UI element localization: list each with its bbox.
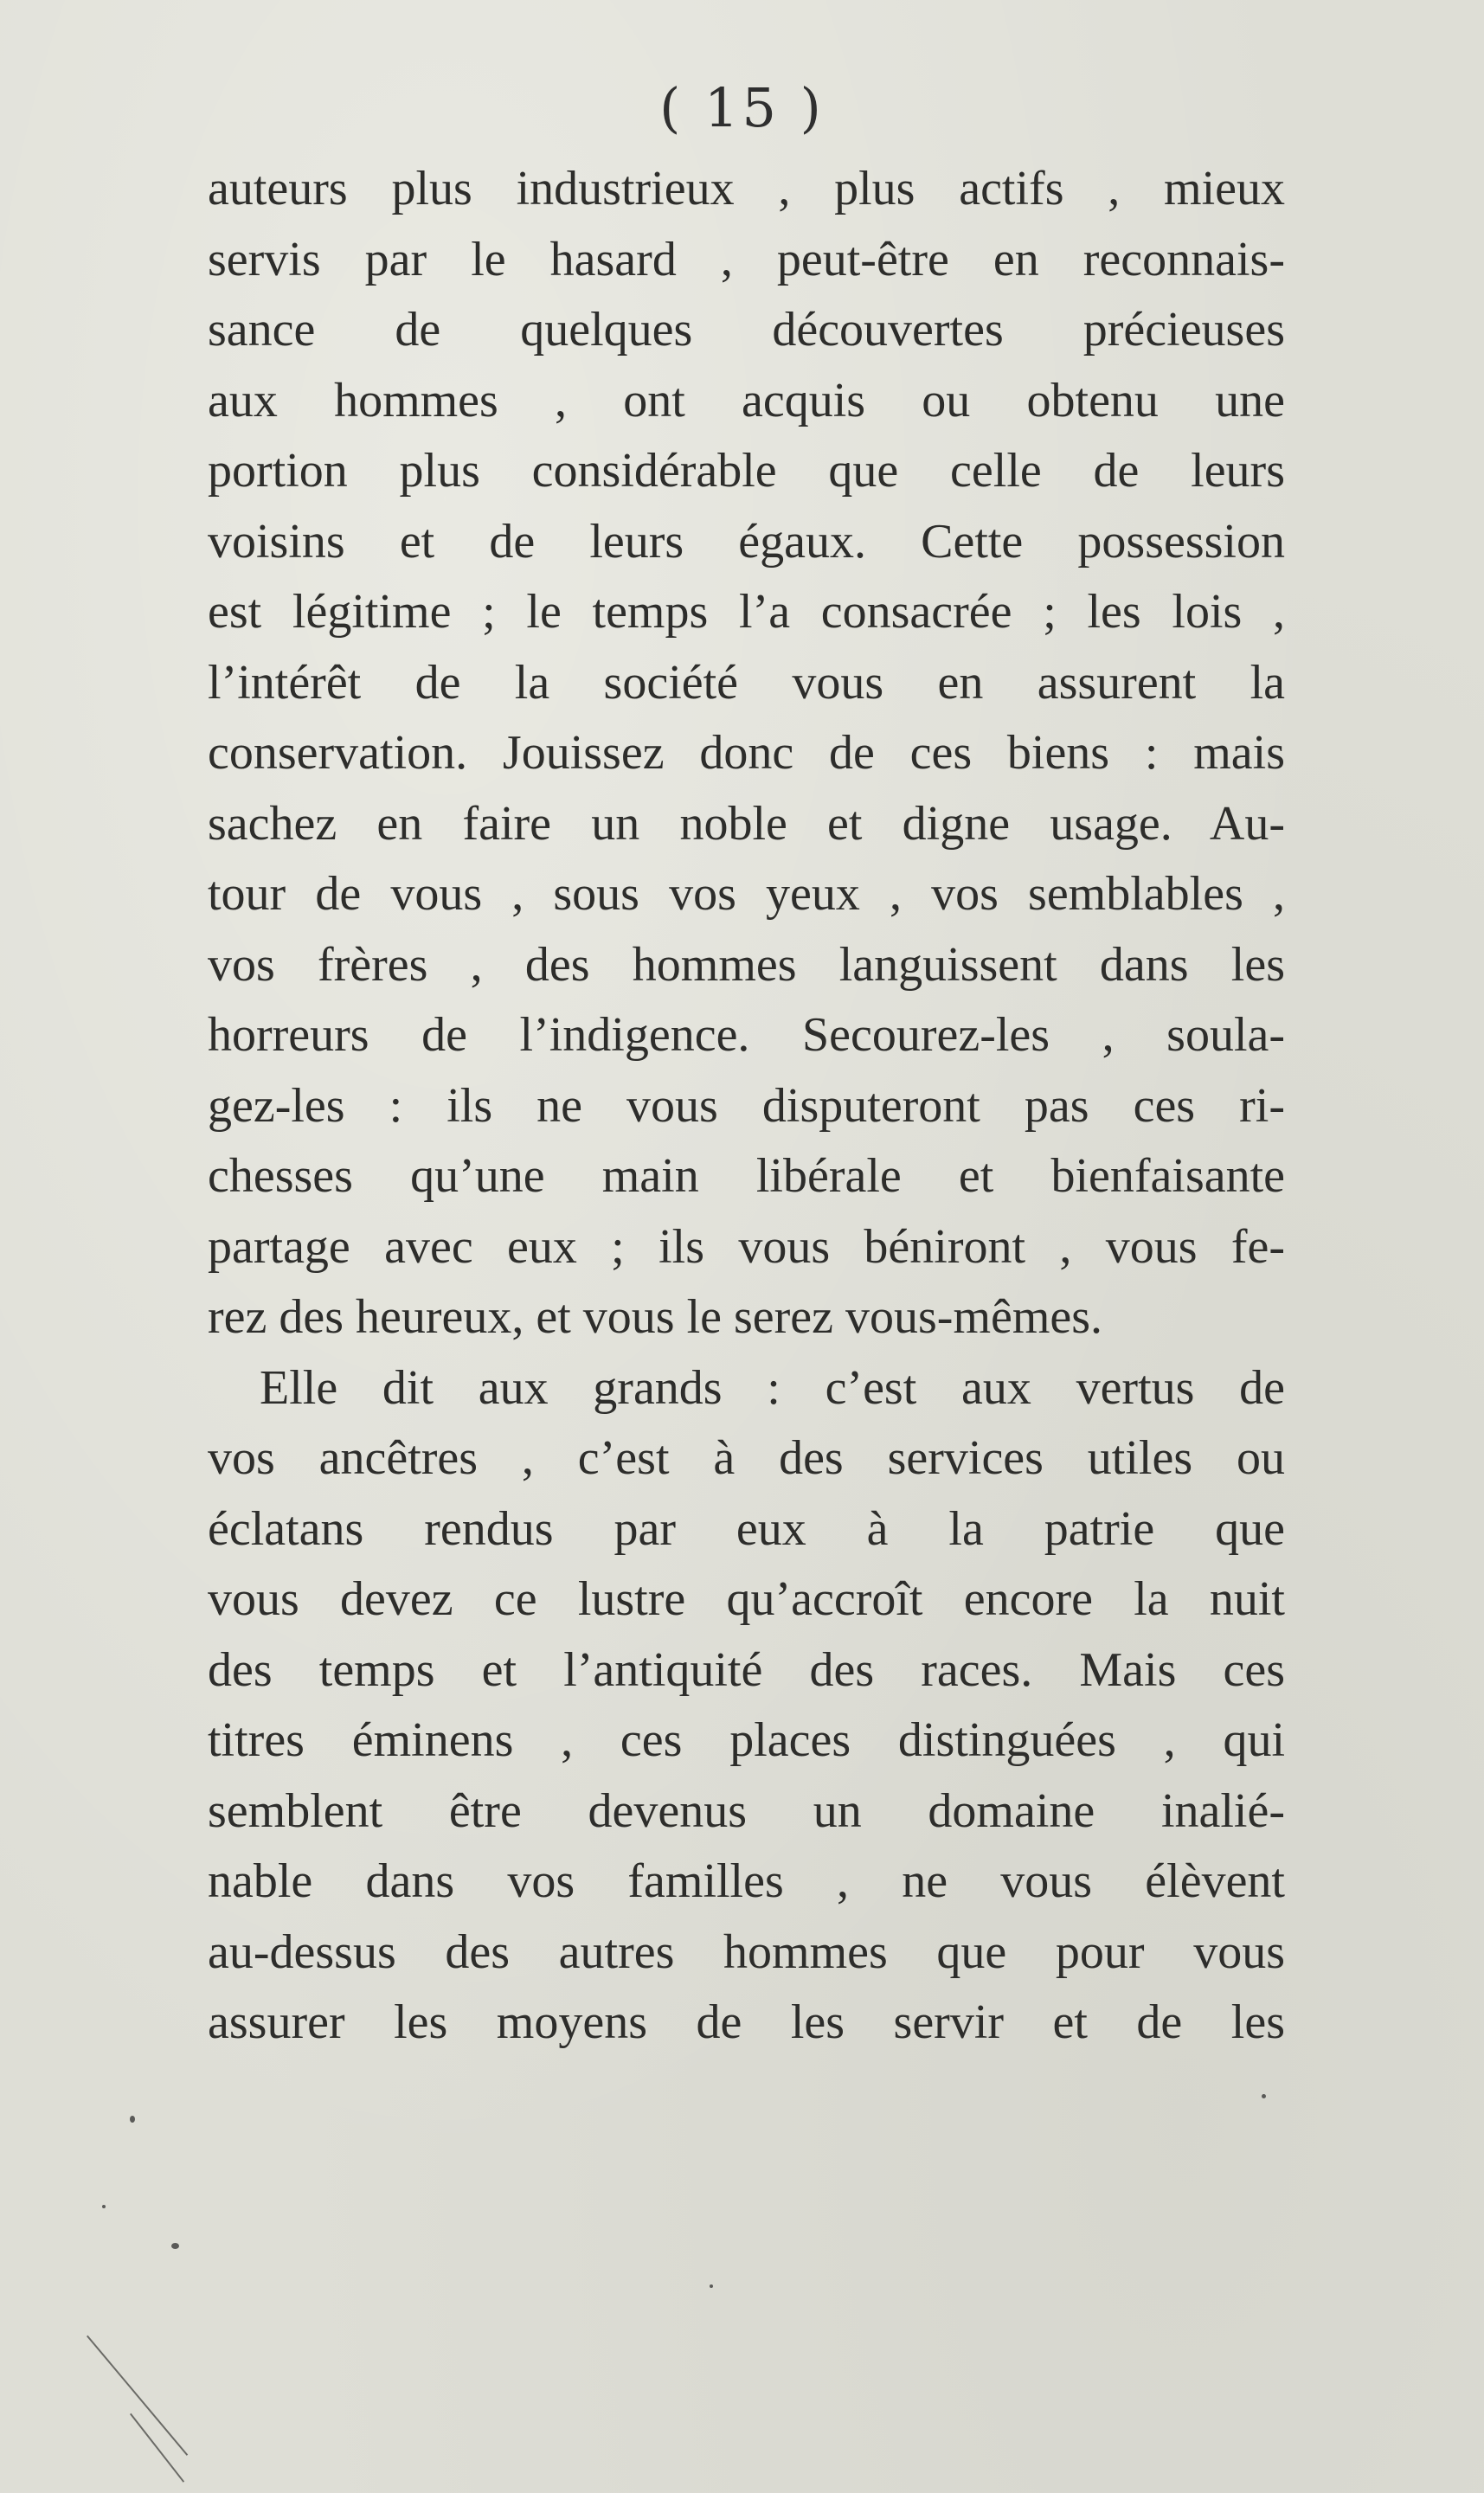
text-line: au-dessus des autres hommes que pour vous: [208, 1924, 1285, 1979]
text-line: rez des heureux, et vous le serez vous-mêmes.: [208, 1290, 1103, 1344]
text-line: gez-les : ils ne vous disputeront pas ces ri-: [208, 1078, 1285, 1133]
text-line: chesses qu’une main libérale et bienfaisante: [208, 1149, 1285, 1203]
text-line: vous devez ce lustre qu’accroît encore la nuit: [208, 1572, 1285, 1626]
text-line: voisins et de leurs égaux. Cette possession: [208, 514, 1285, 569]
paper-speck: [130, 2116, 135, 2123]
text-line: éclatans rendus par eux à la patrie que: [208, 1501, 1285, 1556]
text-line: auteurs plus industrieux , plus actifs , mieux: [208, 162, 1285, 215]
text-line: portion plus considérable que celle de leurs: [208, 444, 1285, 498]
text-line: vos frères , des hommes languissent dans les: [208, 937, 1285, 992]
paragraph-start-line: Elle dit aux grands : c’est aux vertus de: [260, 1360, 1285, 1415]
text-line: vos ancêtres , c’est à des services utiles ou: [208, 1431, 1285, 1485]
text-line: l’intérêt de la société vous en assurent la: [208, 655, 1285, 710]
paper-crease-mark: [87, 2336, 188, 2456]
paper-speck: [102, 2205, 106, 2208]
paper-speck: [1262, 2094, 1266, 2098]
text-line: horreurs de l’indigence. Secourez-les , soula-: [208, 1008, 1285, 1062]
body-text: [208, 154, 1285, 2059]
text-line: des temps et l’antiquité des races. Mais ces: [208, 1642, 1285, 1697]
paper-speck: [710, 2284, 713, 2288]
text-line: servis par le hasard , peut-être en reconnais-: [208, 232, 1285, 286]
text-line: est légitime ; le temps l’a consacrée ; les lois ,: [208, 585, 1285, 639]
text-line: sachez en faire un noble et digne usage. Au-: [208, 796, 1285, 851]
text-line: semblent être devenus un domaine inalié-: [208, 1783, 1285, 1838]
page-number: ( 15 ): [659, 76, 825, 139]
text-line: sance de quelques découvertes précieuses: [208, 303, 1285, 357]
text-line: tour de vous , sous vos yeux , vos semblables ,: [208, 867, 1285, 921]
paper-crease-mark: [130, 2413, 184, 2483]
text-line: assurer les moyens de les servir et de les: [208, 1995, 1285, 2049]
text-line: titres éminens , ces places distinguées , qui: [208, 1713, 1285, 1767]
text-line: aux hommes , ont acquis ou obtenu une: [208, 373, 1285, 427]
paper-speck: [171, 2243, 179, 2249]
text-line: partage avec eux ; ils vous béniront , vous fe-: [208, 1219, 1285, 1274]
text-line: nable dans vos familles , ne vous élèvent: [208, 1854, 1285, 1908]
text-line: conservation. Jouissez donc de ces biens : mais: [208, 726, 1285, 780]
